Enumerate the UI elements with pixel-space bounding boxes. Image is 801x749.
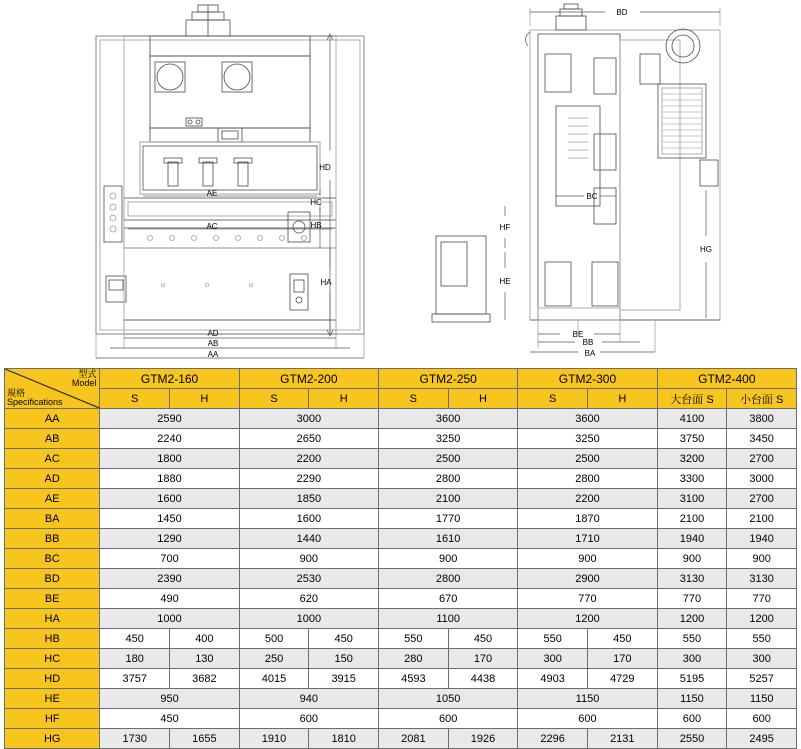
cell-hc-4: 280 [379,649,449,669]
cell-ac-0: 1800 [100,449,239,469]
cell-he-0: 950 [100,689,239,709]
cell-aa-5: 3800 [727,409,797,429]
cell-be-5: 770 [727,589,797,609]
cell-be-3: 770 [518,589,657,609]
svg-text:AA: AA [207,350,219,359]
svg-text:HD: HD [319,163,331,172]
cell-aa-1: 3000 [239,409,378,429]
cell-bc-0: 700 [100,549,239,569]
cell-ha-5: 1200 [727,609,797,629]
cell-hc-8: 300 [657,649,727,669]
table-header-subs [5,389,797,409]
cell-hf-0: 450 [100,709,239,729]
table-row [5,409,797,429]
specification-table [4,368,797,749]
table-row [5,489,797,509]
row-label-hg: HG [5,729,100,749]
cell-hf-3: 600 [518,709,657,729]
technical-drawing [0,0,801,366]
header-model-label: 型式 Model [71,369,97,388]
row-label-ad: AD [5,469,100,489]
svg-text:HC: HC [310,198,322,207]
cell-hg-2: 1910 [239,729,309,749]
table-row [5,529,797,549]
cell-ab-1: 2650 [239,429,378,449]
row-label-hf: HF [5,709,100,729]
svg-text:BA: BA [584,349,596,358]
svg-text:BD: BD [616,8,628,17]
cell-ae-5: 2700 [727,489,797,509]
cell-hd-8: 5195 [657,669,727,689]
cell-ha-3: 1200 [518,609,657,629]
header-group-0: GTM2-160 [100,369,239,389]
svg-text:BE: BE [572,330,584,339]
svg-text:AE: AE [206,189,218,198]
header-sub-2-1: H [448,389,518,409]
cell-hg-3: 1810 [309,729,379,749]
cell-ha-1: 1000 [239,609,378,629]
cell-hb-9: 550 [727,629,797,649]
row-label-ab: AB [5,429,100,449]
cell-hf-2: 600 [379,709,518,729]
cell-bc-2: 900 [379,549,518,569]
cell-he-2: 1050 [379,689,518,709]
cell-ac-1: 2200 [239,449,378,469]
cell-ab-2: 3250 [379,429,518,449]
header-sub-3-1: H [587,389,657,409]
cell-ad-5: 3000 [727,469,797,489]
specification-table-wrapper [4,368,797,749]
cell-ae-4: 3100 [657,489,727,509]
header-sub-2-0: S [379,389,449,409]
cell-ba-0: 1450 [100,509,239,529]
svg-text:AB: AB [207,339,219,348]
cell-bb-1: 1440 [239,529,378,549]
table-row [5,709,797,729]
cell-ba-1: 1600 [239,509,378,529]
cell-ad-1: 2290 [239,469,378,489]
row-label-bc: BC [5,549,100,569]
cell-hg-9: 2495 [727,729,797,749]
header-sub-0-0: S [100,389,170,409]
row-label-be: BE [5,589,100,609]
table-body [5,409,797,749]
cell-hc-3: 150 [309,649,379,669]
cell-hf-4: 600 [657,709,727,729]
cell-ae-0: 1600 [100,489,239,509]
svg-text:AD: AD [207,329,219,338]
cell-bb-2: 1610 [379,529,518,549]
cell-hb-5: 450 [448,629,518,649]
row-label-ac: AC [5,449,100,469]
table-row [5,649,797,669]
row-label-he: HE [5,689,100,709]
cell-ab-3: 3250 [518,429,657,449]
cell-bb-5: 1940 [727,529,797,549]
cell-be-0: 490 [100,589,239,609]
cell-bb-3: 1710 [518,529,657,549]
table-row [5,509,797,529]
cell-hb-8: 550 [657,629,727,649]
cell-he-1: 940 [239,689,378,709]
cell-hd-4: 4593 [379,669,449,689]
header-spec-label: 規格 Specifications [7,388,63,407]
cell-aa-4: 4100 [657,409,727,429]
cell-bd-2: 2800 [379,569,518,589]
svg-text:HE: HE [499,277,511,286]
cell-ad-4: 3300 [657,469,727,489]
cell-hg-4: 2081 [379,729,449,749]
cell-hg-6: 2296 [518,729,588,749]
table-header-groups [5,369,797,389]
cell-be-4: 770 [657,589,727,609]
table-row [5,469,797,489]
cell-ac-2: 2500 [379,449,518,469]
cell-ad-3: 2800 [518,469,657,489]
cell-ae-3: 2200 [518,489,657,509]
cell-hf-1: 600 [239,709,378,729]
cell-he-4: 1150 [657,689,727,709]
svg-text:HF: HF [499,223,511,232]
cell-hb-4: 550 [379,629,449,649]
cell-ae-2: 2100 [379,489,518,509]
cell-ab-4: 3750 [657,429,727,449]
cell-ba-3: 1870 [518,509,657,529]
cell-be-1: 620 [239,589,378,609]
cell-hc-1: 130 [170,649,240,669]
cell-he-5: 1150 [727,689,797,709]
cell-ae-1: 1850 [239,489,378,509]
row-label-bd: BD [5,569,100,589]
cell-hc-5: 170 [448,649,518,669]
cell-bc-4: 900 [657,549,727,569]
svg-text:HG: HG [700,245,712,254]
header-group-2: GTM2-250 [379,369,518,389]
row-label-ba: BA [5,509,100,529]
table-row [5,449,797,469]
table-row [5,589,797,609]
table-row [5,609,797,629]
cell-bb-4: 1940 [657,529,727,549]
cell-bd-3: 2900 [518,569,657,589]
table-row [5,729,797,749]
cell-bd-4: 3130 [657,569,727,589]
cell-hg-1: 1655 [170,729,240,749]
row-label-hd: HD [5,669,100,689]
header-sub-4-0: 大台面 S [657,389,727,409]
header-sub-3-0: S [518,389,588,409]
row-label-ae: AE [5,489,100,509]
cell-hf-5: 600 [727,709,797,729]
cell-hg-8: 2550 [657,729,727,749]
cell-bc-1: 900 [239,549,378,569]
cell-ab-5: 3450 [727,429,797,449]
svg-text:BB: BB [582,338,594,347]
header-sub-0-1: H [170,389,240,409]
cell-hb-3: 450 [309,629,379,649]
row-label-hb: HB [5,629,100,649]
cell-ad-0: 1880 [100,469,239,489]
header-sub-4-1: 小台面 S [727,389,797,409]
header-corner-cell [5,369,100,409]
cell-ac-3: 2500 [518,449,657,469]
cell-hb-6: 550 [518,629,588,649]
cell-hd-5: 4438 [448,669,518,689]
cell-ba-2: 1770 [379,509,518,529]
cell-hg-5: 1926 [448,729,518,749]
cell-bb-0: 1290 [100,529,239,549]
cell-bd-1: 2530 [239,569,378,589]
table-row [5,669,797,689]
cell-ba-5: 2100 [727,509,797,529]
row-label-bb: BB [5,529,100,549]
cell-hc-9: 300 [727,649,797,669]
cell-hd-1: 3682 [170,669,240,689]
cell-hd-7: 4729 [587,669,657,689]
drawing-svg [0,0,801,366]
cell-hd-6: 4903 [518,669,588,689]
row-label-hc: HC [5,649,100,669]
cell-hc-7: 170 [587,649,657,669]
cell-bd-0: 2390 [100,569,239,589]
cell-aa-2: 3600 [379,409,518,429]
cell-ac-4: 3200 [657,449,727,469]
header-sub-1-1: H [309,389,379,409]
cell-hb-7: 450 [587,629,657,649]
cell-hg-7: 2131 [587,729,657,749]
svg-text:HB: HB [310,221,322,230]
cell-hd-3: 3915 [309,669,379,689]
table-row [5,569,797,589]
table-row [5,429,797,449]
svg-text:HA: HA [320,278,332,287]
cell-ab-0: 2240 [100,429,239,449]
svg-text:BC: BC [586,192,598,201]
cell-be-2: 670 [379,589,518,609]
cell-aa-0: 2590 [100,409,239,429]
cell-hd-9: 5257 [727,669,797,689]
cell-he-3: 1150 [518,689,657,709]
row-label-aa: AA [5,409,100,429]
header-group-3: GTM2-300 [518,369,657,389]
cell-ha-2: 1100 [379,609,518,629]
cell-aa-3: 3600 [518,409,657,429]
cell-bc-5: 900 [727,549,797,569]
cell-ha-4: 1200 [657,609,727,629]
svg-text:AC: AC [206,222,218,231]
cell-bc-3: 900 [518,549,657,569]
cell-hc-2: 250 [239,649,309,669]
table-row [5,549,797,569]
cell-ba-4: 2100 [657,509,727,529]
cell-ha-0: 1000 [100,609,239,629]
cell-hb-2: 500 [239,629,309,649]
header-group-1: GTM2-200 [239,369,378,389]
row-label-ha: HA [5,609,100,629]
cell-hb-0: 450 [100,629,170,649]
cell-hd-2: 4015 [239,669,309,689]
cell-hc-6: 300 [518,649,588,669]
cell-ad-2: 2800 [379,469,518,489]
header-sub-1-0: S [239,389,309,409]
header-group-4: GTM2-400 [657,369,796,389]
cell-bd-5: 3130 [727,569,797,589]
cell-hc-0: 180 [100,649,170,669]
table-row [5,629,797,649]
cell-hg-0: 1730 [100,729,170,749]
cell-ac-5: 2700 [727,449,797,469]
cell-hd-0: 3757 [100,669,170,689]
table-row [5,689,797,709]
cell-hb-1: 400 [170,629,240,649]
